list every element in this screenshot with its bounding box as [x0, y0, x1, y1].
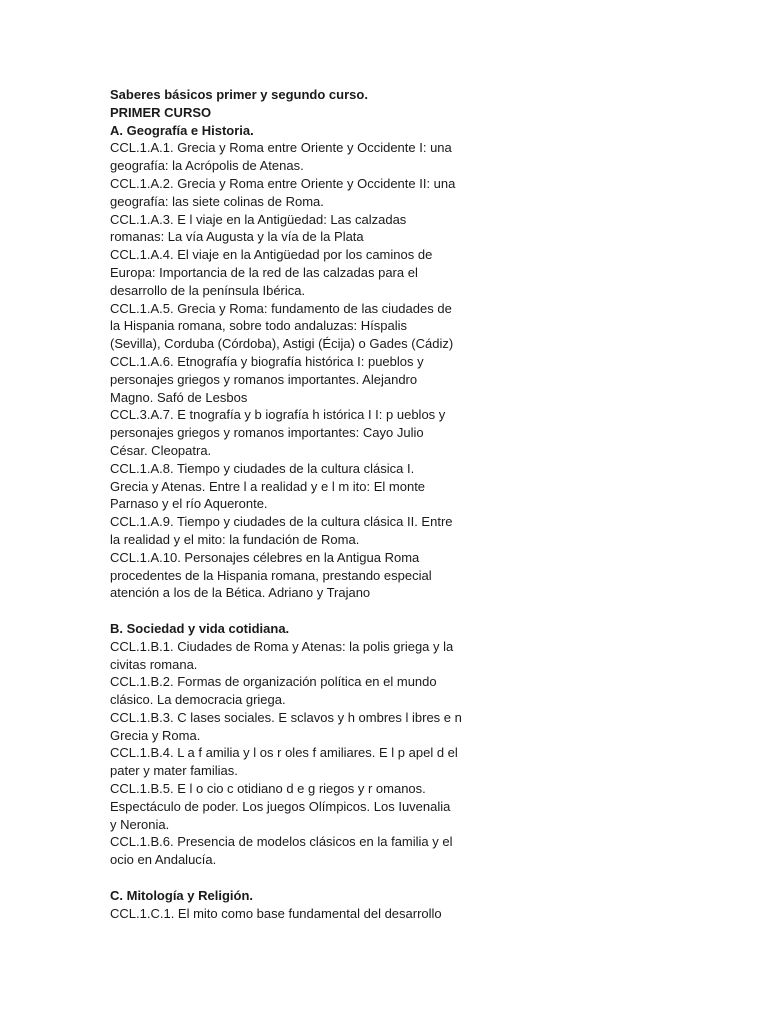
- section-heading: B. Sociedad y vida cotidiana.: [110, 620, 290, 636]
- text-line: atención a los de la Bética. Adriano y Trajano: [110, 585, 371, 601]
- text-line: romanas: La vía Augusta y la vía de la Plata: [110, 229, 364, 245]
- text-line: CCL.1.B.1. Ciudades de Roma y Atenas: la polis griega y la: [110, 638, 454, 654]
- text-line: Grecia y Atenas. Entre l a realidad y e l m ito: El monte: [110, 478, 426, 494]
- text-line: CCL.1.C.1. El mito como base fundamental del desarrollo: [110, 905, 442, 921]
- text-line: CCL.1.B.3. C lases sociales. E sclavos y h ombres l ibres e n: [110, 709, 462, 725]
- text-line: geografía: la Acrópolis de Atenas.: [110, 158, 304, 174]
- text-line: la realidad y el mito: la fundación de Roma.: [110, 531, 360, 547]
- document-title: Saberes básicos primer y segundo curso.: [110, 87, 368, 102]
- section-mitologia-religion: [110, 887, 490, 923]
- text-line: geografía: las siete colinas de Roma.: [110, 193, 324, 209]
- text-line: Espectáculo de poder. Los juegos Olímpicos. Los Iuvenalia: [110, 798, 451, 814]
- text-line: CCL.1.A.8. Tiempo y ciudades de la cultura clásica I.: [110, 460, 415, 476]
- text-line: Parnaso y el río Aqueronte.: [110, 496, 268, 512]
- text-line: Europa: Importancia de la red de las calzadas para el: [110, 264, 418, 280]
- text-line: CCL.1.A.2. Grecia y Roma entre Oriente y Occidente II: una: [110, 175, 456, 191]
- text-line: CCL.1.A.5. Grecia y Roma: fundamento de las ciudades de: [110, 300, 452, 316]
- text-line: CCL.1.A.10. Personajes célebres en la Antigua Roma: [110, 549, 420, 565]
- section-geografia-historia: [110, 122, 490, 603]
- text-line: pater y mater familias.: [110, 763, 238, 779]
- text-line: CCL.1.A.3. E l viaje en la Antigüedad: Las calzadas: [110, 211, 407, 227]
- text-line: Grecia y Roma.: [110, 727, 201, 743]
- text-line: personajes griegos y romanos importantes: Cayo Julio: [110, 425, 424, 441]
- section-sociedad-vida-cotidiana: [110, 620, 490, 869]
- text-line: CCL.3.A.7. E tnografía y b iografía h istórica I I: p ueblos y: [110, 407, 446, 423]
- text-line: CCL.1.B.4. L a f amilia y l os r oles f amiliares. E l p apel d el: [110, 745, 458, 761]
- text-line: procedentes de la Hispania romana, prestando especial: [110, 567, 432, 583]
- section-spacer: [110, 602, 490, 620]
- text-line: CCL.1.A.9. Tiempo y ciudades de la cultura clásica II. Entre: [110, 514, 453, 530]
- text-line: ocio en Andalucía.: [110, 852, 217, 868]
- text-line: CCL.1.B.5. E l o cio c otidiano d e g riegos y r omanos.: [110, 781, 426, 797]
- document-page: [110, 86, 490, 922]
- course-heading: PRIMER CURSO: [110, 104, 212, 120]
- text-line: CCL.1.B.6. Presencia de modelos clásicos en la familia y el: [110, 834, 453, 850]
- text-line: CCL.1.A.6. Etnografía y biografía histórica I: pueblos y: [110, 353, 424, 369]
- text-line: desarrollo de la península Ibérica.: [110, 282, 306, 298]
- text-line: CCL.1.A.4. El viaje en la Antigüedad por los caminos de: [110, 247, 433, 263]
- text-line: César. Cleopatra.: [110, 442, 212, 458]
- section-heading: C. Mitología y Religión.: [110, 887, 253, 903]
- text-line: civitas romana.: [110, 656, 198, 672]
- text-line: clásico. La democracia griega.: [110, 692, 286, 708]
- section-heading: A. Geografía e Historia.: [110, 122, 254, 138]
- text-line: (Sevilla), Corduba (Córdoba), Astigi (Écija) o Gades (Cádiz): [110, 336, 454, 352]
- text-line: CCL.1.A.1. Grecia y Roma entre Oriente y Occidente I: una: [110, 140, 452, 156]
- text-line: la Hispania romana, sobre todo andaluzas: Híspalis: [110, 318, 408, 334]
- text-line: y Neronia.: [110, 816, 170, 832]
- text-line: CCL.1.B.2. Formas de organización política en el mundo: [110, 674, 437, 690]
- text-line: personajes griegos y romanos importantes. Alejandro: [110, 371, 418, 387]
- section-spacer: [110, 869, 490, 887]
- text-line: Magno. Safó de Lesbos: [110, 389, 248, 405]
